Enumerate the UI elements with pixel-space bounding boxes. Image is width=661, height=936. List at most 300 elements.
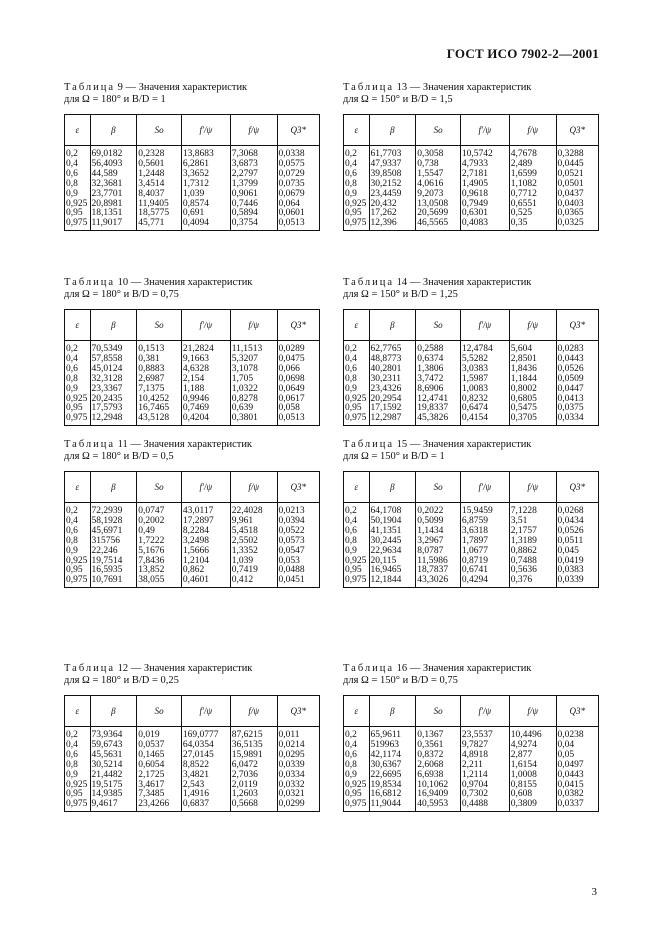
table-cell: 0,738 bbox=[416, 160, 461, 170]
column-header: So bbox=[137, 115, 182, 146]
table-cell: 13,852 bbox=[137, 566, 182, 576]
table-cell: 10,4252 bbox=[137, 395, 182, 405]
table-cell: 0,9 bbox=[344, 385, 370, 395]
table-cell: 0,1465 bbox=[137, 751, 182, 761]
table-cell: 9,1663 bbox=[181, 355, 230, 365]
table-cell: 21,4482 bbox=[90, 771, 137, 781]
table-cell: 0,376 bbox=[509, 576, 556, 587]
table-cell: 0,975 bbox=[344, 576, 370, 587]
table-cell: 19,5175 bbox=[90, 781, 137, 791]
table-cell: 30,2152 bbox=[369, 180, 416, 190]
table-cell: 57,8558 bbox=[90, 355, 137, 365]
table-cell: 519963 bbox=[369, 741, 416, 751]
table-cell: 0,8 bbox=[65, 375, 91, 385]
table-cell: 0,0375 bbox=[556, 404, 599, 414]
table-cell: 0,2022 bbox=[416, 503, 461, 517]
table-cell: 23,4459 bbox=[369, 190, 416, 200]
table-caption bbox=[64, 663, 320, 675]
table-number: 9 bbox=[117, 82, 123, 93]
table-cell: 0,9618 bbox=[460, 190, 509, 200]
column-header: β bbox=[90, 310, 137, 341]
table-cell: 1,6599 bbox=[509, 170, 556, 180]
table-caption bbox=[64, 82, 320, 94]
table-cell: 7,1228 bbox=[509, 503, 556, 517]
table-cell: 0,49 bbox=[137, 527, 182, 537]
table-cell: 0,862 bbox=[181, 566, 230, 576]
table-cell: 4,0616 bbox=[416, 180, 461, 190]
table-cell: 10,5742 bbox=[460, 146, 509, 160]
table-cell: 19,8534 bbox=[369, 781, 416, 791]
column-header: f'/ψ bbox=[460, 115, 509, 146]
table-cell: 0,8883 bbox=[137, 365, 182, 375]
table-cell: 13,0508 bbox=[416, 200, 461, 210]
table-cell: 20,5699 bbox=[416, 209, 461, 219]
table-cell: 0,0509 bbox=[556, 375, 599, 385]
table-cell: 5,604 bbox=[509, 341, 556, 355]
table-cell: 0,0419 bbox=[556, 557, 599, 567]
table-cell: 0,0445 bbox=[556, 160, 599, 170]
table-caption bbox=[343, 439, 599, 451]
table-cell: 18,5775 bbox=[137, 209, 182, 219]
table-cell: 45,6971 bbox=[90, 527, 137, 537]
table-cell: 17,5793 bbox=[90, 404, 137, 414]
table-cell: 12,1844 bbox=[369, 576, 416, 587]
column-header: f'/ψ bbox=[181, 472, 230, 503]
table-cell: 11,1513 bbox=[230, 341, 277, 355]
table-cell: 10,1062 bbox=[416, 781, 461, 791]
table-row bbox=[65, 414, 320, 425]
table-cell: 0,4294 bbox=[460, 576, 509, 587]
table-cell: 14,9385 bbox=[90, 790, 137, 800]
table-caption bbox=[343, 82, 599, 94]
table-cell: 0,5475 bbox=[509, 404, 556, 414]
table-cell: 0,5099 bbox=[416, 517, 461, 527]
table-cell: 10,4496 bbox=[509, 727, 556, 741]
column-header: ε bbox=[65, 696, 91, 727]
table-cell: 3,6873 bbox=[230, 160, 277, 170]
column-header: So bbox=[416, 115, 461, 146]
table-cell: 0,2 bbox=[65, 341, 91, 355]
table-cell: 3,7472 bbox=[416, 375, 461, 385]
table-cell: 0,4 bbox=[65, 160, 91, 170]
table-cell: 0,0521 bbox=[556, 170, 599, 180]
table-cell: 11,9044 bbox=[369, 800, 416, 811]
table-cell: 2,6987 bbox=[137, 375, 182, 385]
table-cell: 0,05 bbox=[556, 751, 599, 761]
page-number: 3 bbox=[591, 886, 597, 898]
column-header: ε bbox=[344, 472, 370, 503]
table-cell: 0,2 bbox=[65, 727, 91, 741]
table-cell: 32,3128 bbox=[90, 375, 137, 385]
table-cell: 0,8 bbox=[344, 761, 370, 771]
table-cell: 0,8372 bbox=[416, 751, 461, 761]
table-cell: 0,2 bbox=[65, 146, 91, 160]
table-cell: 0,0339 bbox=[277, 761, 320, 771]
table-cell: 2,2797 bbox=[230, 170, 277, 180]
table-cell: 0,6474 bbox=[460, 404, 509, 414]
table-cell: 0,8719 bbox=[460, 557, 509, 567]
column-header: ε bbox=[344, 115, 370, 146]
table-cell: 0,8862 bbox=[509, 547, 556, 557]
table-cell: 32,3681 bbox=[90, 180, 137, 190]
table-cell: 30,2311 bbox=[369, 375, 416, 385]
table-cell: 0,0501 bbox=[556, 180, 599, 190]
table-cell: 11,9405 bbox=[137, 200, 182, 210]
table-row bbox=[65, 800, 320, 811]
table-cell: 0,4 bbox=[344, 517, 370, 527]
table-cell: 0,7419 bbox=[230, 566, 277, 576]
header-row bbox=[344, 472, 599, 503]
column-header: Q3* bbox=[277, 115, 320, 146]
table-cell: 0,6301 bbox=[460, 209, 509, 219]
table-cell: 1,7312 bbox=[181, 180, 230, 190]
table-row bbox=[344, 219, 599, 230]
table-cell: 0,5601 bbox=[137, 160, 182, 170]
table-cell: 45,5631 bbox=[90, 751, 137, 761]
table-cell: 315756 bbox=[90, 537, 137, 547]
column-header: f'/ψ bbox=[181, 115, 230, 146]
table-row bbox=[344, 727, 599, 741]
table-cell: 1,039 bbox=[230, 557, 277, 567]
caption-word: Таблица bbox=[64, 663, 116, 674]
table-cell: 1,4905 bbox=[460, 180, 509, 190]
table-cell: 1,5987 bbox=[460, 375, 509, 385]
table-cell: 0,0729 bbox=[277, 170, 320, 180]
table-cell: 20,432 bbox=[369, 200, 416, 210]
table-cell: 169,0777 bbox=[181, 727, 230, 741]
table-cell: 0,975 bbox=[344, 800, 370, 811]
table-condition: для Ω = 150° и B/D = 1,25 bbox=[343, 289, 458, 300]
table-cell: 2,1725 bbox=[137, 771, 182, 781]
table-cell: 0,6374 bbox=[416, 355, 461, 365]
table-cell: 19,7514 bbox=[90, 557, 137, 567]
column-header: Q3* bbox=[277, 696, 320, 727]
header-row bbox=[344, 115, 599, 146]
table-cell: 0,925 bbox=[344, 395, 370, 405]
table-cell: 0,975 bbox=[65, 800, 91, 811]
table-cell: 45,0124 bbox=[90, 365, 137, 375]
table-cell: 0,0365 bbox=[556, 209, 599, 219]
table-caption bbox=[64, 439, 320, 451]
data-table bbox=[343, 114, 599, 231]
table-title: — Значения характеристик bbox=[409, 663, 532, 674]
header-row bbox=[344, 310, 599, 341]
table-cell: 1,0677 bbox=[460, 547, 509, 557]
table-cell: 2,1757 bbox=[509, 527, 556, 537]
table-cell: 0,6 bbox=[344, 365, 370, 375]
table-row bbox=[344, 576, 599, 587]
table-cell: 0,95 bbox=[65, 404, 91, 414]
table-cell: 20,2954 bbox=[369, 395, 416, 405]
table-cell: 16,6812 bbox=[369, 790, 416, 800]
table-cell: 4,6328 bbox=[181, 365, 230, 375]
table-cell: 0,0339 bbox=[556, 576, 599, 587]
column-header: β bbox=[90, 472, 137, 503]
table-title: — Значения характеристик bbox=[130, 439, 253, 450]
table-cell: 0,4 bbox=[65, 741, 91, 751]
table-cell: 0,8 bbox=[65, 761, 91, 771]
table-cell: 6,0472 bbox=[230, 761, 277, 771]
table-cell: 0,3288 bbox=[556, 146, 599, 160]
table-cell: 0,4154 bbox=[460, 414, 509, 425]
table-cell: 16,7465 bbox=[137, 404, 182, 414]
table-cell: 0,381 bbox=[137, 355, 182, 365]
header-row bbox=[344, 696, 599, 727]
table-cell: 2,8501 bbox=[509, 355, 556, 365]
table-row bbox=[65, 146, 320, 160]
column-header: f/ψ bbox=[230, 115, 277, 146]
table-cell: 2,5502 bbox=[230, 537, 277, 547]
column-header: So bbox=[137, 696, 182, 727]
table-cell: 0,9 bbox=[65, 547, 91, 557]
table-title: — Значения характеристик bbox=[130, 663, 253, 674]
table-cell: 11,9017 bbox=[90, 219, 137, 230]
table-cell: 1,7897 bbox=[460, 537, 509, 547]
table-cell: 16,9409 bbox=[416, 790, 461, 800]
table-cell: 23,7701 bbox=[90, 190, 137, 200]
table-cell: 0,95 bbox=[344, 566, 370, 576]
table-cell: 0,925 bbox=[65, 781, 91, 791]
table-cell: 8,0787 bbox=[416, 547, 461, 557]
table-cell: 12,396 bbox=[369, 219, 416, 230]
table-cell: 4,7933 bbox=[460, 160, 509, 170]
column-header: β bbox=[369, 472, 416, 503]
table-cell: 12,4741 bbox=[416, 395, 461, 405]
table-cell: 1,3799 bbox=[230, 180, 277, 190]
table-cell: 0,0735 bbox=[277, 180, 320, 190]
table-cell: 0,95 bbox=[65, 566, 91, 576]
table-cell: 0,95 bbox=[344, 209, 370, 219]
table-cell: 0,7712 bbox=[509, 190, 556, 200]
data-table bbox=[64, 114, 320, 231]
table-cell: 3,4514 bbox=[137, 180, 182, 190]
table-cell: 0,525 bbox=[509, 209, 556, 219]
table-title: — Значения характеристик bbox=[409, 439, 532, 450]
table-cell: 0,7949 bbox=[460, 200, 509, 210]
table-cell: 30,6367 bbox=[369, 761, 416, 771]
table-cell: 6,8759 bbox=[460, 517, 509, 527]
table-cell: 0,8 bbox=[344, 180, 370, 190]
table-cell: 0,6 bbox=[344, 527, 370, 537]
table-cell: 70,5349 bbox=[90, 341, 137, 355]
table-cell: 0,35 bbox=[509, 219, 556, 230]
column-header: f/ψ bbox=[230, 696, 277, 727]
header-row bbox=[65, 310, 320, 341]
table-cell: 22,6695 bbox=[369, 771, 416, 781]
column-header: f'/ψ bbox=[460, 696, 509, 727]
table-cell: 2,543 bbox=[181, 781, 230, 791]
table-cell: 0,4601 bbox=[181, 576, 230, 587]
data-table bbox=[343, 309, 599, 426]
table-cell: 20,115 bbox=[369, 557, 416, 567]
table-cell: 0,4204 bbox=[181, 414, 230, 425]
table-cell: 0,975 bbox=[344, 219, 370, 230]
table-caption bbox=[343, 277, 599, 289]
table-cell: 8,4037 bbox=[137, 190, 182, 200]
table-cell: 3,6318 bbox=[460, 527, 509, 537]
table-cell: 15,9891 bbox=[230, 751, 277, 761]
table-row bbox=[344, 341, 599, 355]
table-cell: 0,9 bbox=[344, 771, 370, 781]
table-cell: 0,9704 bbox=[460, 781, 509, 791]
table-cell: 0,6551 bbox=[509, 200, 556, 210]
table-cell: 0,6 bbox=[65, 527, 91, 537]
column-header: f'/ψ bbox=[181, 696, 230, 727]
table-cell: 0,0434 bbox=[556, 517, 599, 527]
table-cell: 72,2939 bbox=[90, 503, 137, 517]
table-row bbox=[344, 414, 599, 425]
column-header: Q3* bbox=[277, 310, 320, 341]
table-cell: 1,2448 bbox=[137, 170, 182, 180]
document-header: ГОСТ ИСО 7902-2—2001 bbox=[446, 46, 599, 61]
table-cell: 7,3068 bbox=[230, 146, 277, 160]
table-cell: 0,0617 bbox=[277, 395, 320, 405]
table-cell: 0,0451 bbox=[277, 576, 320, 587]
table-cell: 0,4 bbox=[344, 355, 370, 365]
table-cell: 0,2 bbox=[344, 146, 370, 160]
table-cell: 2,489 bbox=[509, 160, 556, 170]
table-cell: 1,188 bbox=[181, 385, 230, 395]
table-cell: 6,6938 bbox=[416, 771, 461, 781]
table-cell: 0,0447 bbox=[556, 385, 599, 395]
table-cell: 1,5547 bbox=[416, 170, 461, 180]
table-cell: 0,0601 bbox=[277, 209, 320, 219]
table-cell: 0,6054 bbox=[137, 761, 182, 771]
table-cell: 46,5565 bbox=[416, 219, 461, 230]
table-cell: 0,2 bbox=[65, 503, 91, 517]
table-cell: 0,6805 bbox=[509, 395, 556, 405]
table-cell: 2,877 bbox=[509, 751, 556, 761]
table-cell: 1,0083 bbox=[460, 385, 509, 395]
table-cell: 0,8232 bbox=[460, 395, 509, 405]
table-cell: 0,0537 bbox=[137, 741, 182, 751]
table-title: — Значения характеристик bbox=[409, 277, 532, 288]
table-cell: 0,6 bbox=[65, 751, 91, 761]
column-header: f/ψ bbox=[509, 115, 556, 146]
table-cell: 69,0182 bbox=[90, 146, 137, 160]
table-cell: 1,3352 bbox=[230, 547, 277, 557]
table-cell: 5,3207 bbox=[230, 355, 277, 365]
caption-word: Таблица bbox=[64, 277, 116, 288]
table-caption bbox=[343, 663, 599, 675]
table-cell: 0,011 bbox=[277, 727, 320, 741]
table-cell: 0,2 bbox=[344, 503, 370, 517]
table-cell: 0,0334 bbox=[277, 771, 320, 781]
table-cell: 20,2435 bbox=[90, 395, 137, 405]
table-cell: 7,8436 bbox=[137, 557, 182, 567]
table-cell: 0,0382 bbox=[556, 790, 599, 800]
table-cell: 23,5537 bbox=[460, 727, 509, 741]
table-cell: 0,975 bbox=[65, 414, 91, 425]
table-block-9 bbox=[64, 82, 320, 231]
table-cell: 3,4617 bbox=[137, 781, 182, 791]
table-cell: 0,066 bbox=[277, 365, 320, 375]
table-cell: 1,3806 bbox=[416, 365, 461, 375]
table-cell: 45,3826 bbox=[416, 414, 461, 425]
table-cell: 16,9465 bbox=[369, 566, 416, 576]
table-cell: 0,0283 bbox=[556, 341, 599, 355]
table-cell: 0,0213 bbox=[277, 503, 320, 517]
table-condition: для Ω = 180° и B/D = 0,5 bbox=[64, 451, 174, 462]
table-cell: 0,3754 bbox=[230, 219, 277, 230]
table-cell: 0,2002 bbox=[137, 517, 182, 527]
table-cell: 4,8918 bbox=[460, 751, 509, 761]
table-cell: 23,4326 bbox=[369, 385, 416, 395]
table-row bbox=[65, 727, 320, 741]
table-title: — Значения характеристик bbox=[130, 277, 253, 288]
table-cell: 38,055 bbox=[137, 576, 182, 587]
table-cell: 9,961 bbox=[230, 517, 277, 527]
table-cell: 0,925 bbox=[65, 557, 91, 567]
column-header: Q3* bbox=[556, 310, 599, 341]
table-cell: 1,2114 bbox=[460, 771, 509, 781]
table-block-14 bbox=[343, 277, 599, 426]
table-cell: 43,5128 bbox=[137, 414, 182, 425]
header-row bbox=[65, 115, 320, 146]
table-block-12 bbox=[64, 663, 320, 812]
table-cell: 12,2948 bbox=[90, 414, 137, 425]
table-cell: 0,9 bbox=[65, 385, 91, 395]
table-row bbox=[344, 800, 599, 811]
table-cell: 8,8522 bbox=[181, 761, 230, 771]
table-cell: 0,4 bbox=[344, 741, 370, 751]
table-number: 15 bbox=[396, 439, 408, 450]
table-cell: 0,8002 bbox=[509, 385, 556, 395]
table-cell: 0,925 bbox=[65, 395, 91, 405]
table-cell: 0,95 bbox=[65, 209, 91, 219]
table-cell: 2,0119 bbox=[230, 781, 277, 791]
table-condition: для Ω = 180° и B/D = 1 bbox=[64, 94, 166, 105]
table-cell: 0,4 bbox=[344, 160, 370, 170]
table-cell: 0,9 bbox=[344, 190, 370, 200]
header-row bbox=[65, 696, 320, 727]
table-cell: 0,0394 bbox=[277, 517, 320, 527]
table-cell: 0,9 bbox=[344, 547, 370, 557]
table-condition: для Ω = 180° и B/D = 0,25 bbox=[64, 675, 179, 686]
table-cell: 5,5282 bbox=[460, 355, 509, 365]
table-block-16 bbox=[343, 663, 599, 812]
table-cell: 0,412 bbox=[230, 576, 277, 587]
table-cell: 0,6 bbox=[344, 170, 370, 180]
table-cell: 12,2987 bbox=[369, 414, 416, 425]
table-row bbox=[344, 503, 599, 517]
column-header: β bbox=[90, 696, 137, 727]
data-table bbox=[64, 309, 320, 426]
table-cell: 58,1928 bbox=[90, 517, 137, 527]
table-cell: 62,7765 bbox=[369, 341, 416, 355]
table-cell: 23,3367 bbox=[90, 385, 137, 395]
table-cell: 0,975 bbox=[65, 576, 91, 587]
table-cell: 0,0513 bbox=[277, 414, 320, 425]
table-number: 11 bbox=[117, 439, 128, 450]
table-cell: 0,4 bbox=[65, 355, 91, 365]
table-condition: для Ω = 180° и B/D = 0,75 bbox=[64, 289, 179, 300]
table-cell: 0,2 bbox=[344, 727, 370, 741]
table-cell: 56,4093 bbox=[90, 160, 137, 170]
table-cell: 65,9611 bbox=[369, 727, 416, 741]
table-cell: 10,7691 bbox=[90, 576, 137, 587]
table-cell: 0,2588 bbox=[416, 341, 461, 355]
column-header: So bbox=[416, 696, 461, 727]
table-cell: 45,771 bbox=[137, 219, 182, 230]
table-cell: 0,4083 bbox=[460, 219, 509, 230]
table-cell: 64,1708 bbox=[369, 503, 416, 517]
table-cell: 6,2861 bbox=[181, 160, 230, 170]
table-cell: 0,2328 bbox=[137, 146, 182, 160]
table-cell: 0,0214 bbox=[277, 741, 320, 751]
table-cell: 1,3189 bbox=[509, 537, 556, 547]
table-cell: 2,7036 bbox=[230, 771, 277, 781]
